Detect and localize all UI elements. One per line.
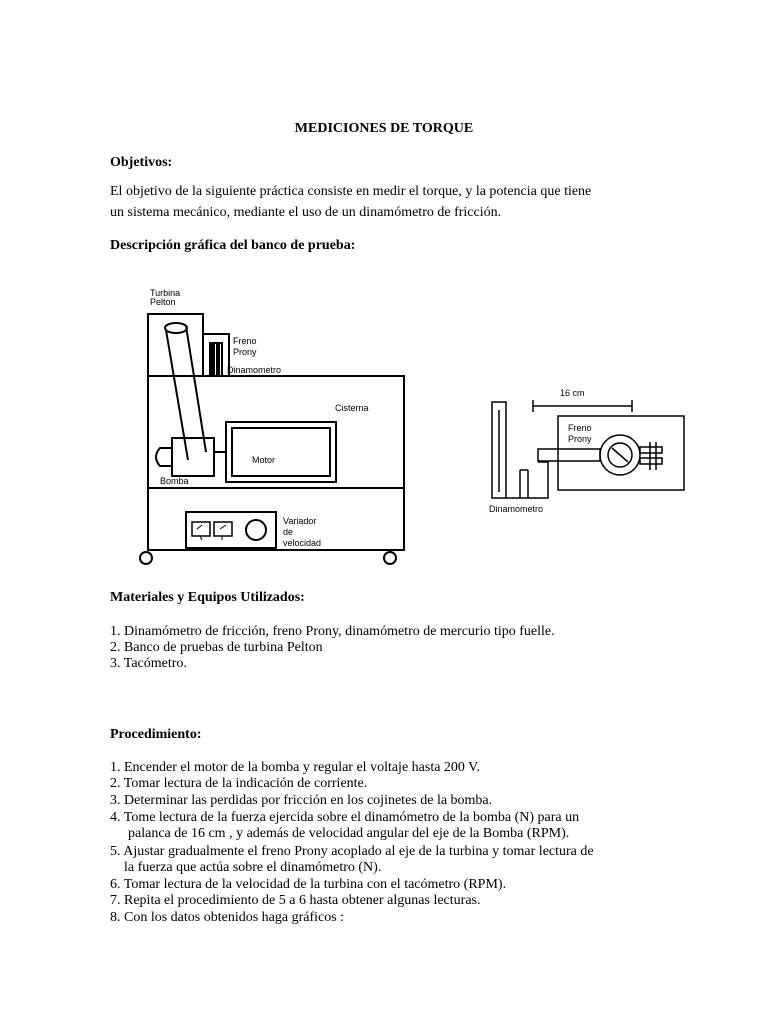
pipe-left — [166, 330, 188, 460]
procedure-heading: Procedimiento: — [110, 727, 202, 742]
bench-body — [148, 376, 404, 488]
procedure-item-3: 3. Determinar las perdidas por fricción en los cojinetes de la bomba. — [110, 793, 493, 808]
procedure-item-4: 4. Tome lectura de la fuerza ejercida sobre el dinamómetro de la bomba (N) para un — [110, 810, 580, 825]
materials-item-1: 1. Dinamómetro de fricción, freno Prony, dinamómetro de mercurio tipo fuelle. — [110, 624, 555, 639]
objectives-line-1: El objetivo de la siguiente práctica consiste en medir el torque, y la potencia que tiene — [110, 184, 592, 199]
wheel-left — [140, 552, 152, 564]
label-variador-2: de — [283, 527, 294, 537]
procedure-item-7: 7. Repita el procedimiento de 5 a 6 hasta obtener algunas lecturas. — [110, 893, 481, 908]
label-bomba: Bomba — [160, 476, 189, 486]
prony-detail — [492, 400, 684, 498]
label-variador-3: velocidad — [283, 538, 322, 548]
procedure-item-6: 6. Tomar lectura de la velocidad de la turbina con el tacómetro (RPM). — [110, 877, 507, 892]
meter-right — [214, 522, 232, 536]
objectives-line-2: un sistema mecánico, mediante el uso de un dinamómetro de fricción. — [110, 205, 502, 220]
detail-freno-1: Freno — [568, 423, 592, 433]
procedure-item-4-cont: palanca de 16 cm , y además de velocidad angular del eje de la Bomba (RPM). — [128, 826, 570, 841]
detail-distance-label: 16 cm — [560, 388, 585, 398]
label-freno-1: Freno — [233, 336, 257, 346]
wheel-right — [384, 552, 396, 564]
objectives-heading: Objetivos: — [110, 155, 173, 170]
procedure-item-5: 5. Ajustar gradualmente el freno Prony acoplado al eje de la turbina y tomar lectura de — [110, 844, 594, 859]
pump-nozzle — [156, 448, 172, 466]
materials-item-3: 3. Tacómetro. — [110, 656, 187, 671]
procedure-item-8: 8. Con los datos obtenidos haga gráficos : — [110, 910, 345, 925]
label-turbina-2: Pelton — [150, 297, 176, 307]
label-dinamometro: Dinamometro — [227, 365, 282, 375]
label-cisterna: Cisterna — [335, 403, 369, 413]
control-panel — [186, 512, 276, 548]
procedure-item-5-cont: la fuerza que actúa sobre el dinamómetro (N). — [124, 860, 382, 875]
pump-body — [172, 438, 214, 476]
detail-dinamometro: Dinamometro — [489, 504, 544, 514]
label-variador-1: Variador — [283, 516, 317, 526]
procedure-item-1: 1. Encender el motor de la bomba y regular el voltaje hasta 200 V. — [110, 760, 480, 775]
description-heading: Descripción gráfica del banco de prueba: — [110, 238, 356, 253]
speed-knob — [246, 520, 266, 540]
meter-left — [192, 522, 210, 536]
procedure-item-2: 2. Tomar lectura de la indicación de corriente. — [110, 776, 368, 791]
motor-outer — [226, 422, 336, 482]
materials-heading: Materiales y Equipos Utilizados: — [110, 590, 305, 605]
label-freno-2: Prony — [233, 347, 257, 357]
detail-freno-2: Prony — [568, 434, 592, 444]
label-motor: Motor — [252, 455, 276, 465]
materials-item-2: 2. Banco de pruebas de turbina Pelton — [110, 640, 323, 655]
label-turbina-1: Turbina — [150, 288, 181, 298]
page-title: MEDICIONES DE TORQUE — [294, 121, 474, 136]
motor-inner — [232, 428, 330, 476]
